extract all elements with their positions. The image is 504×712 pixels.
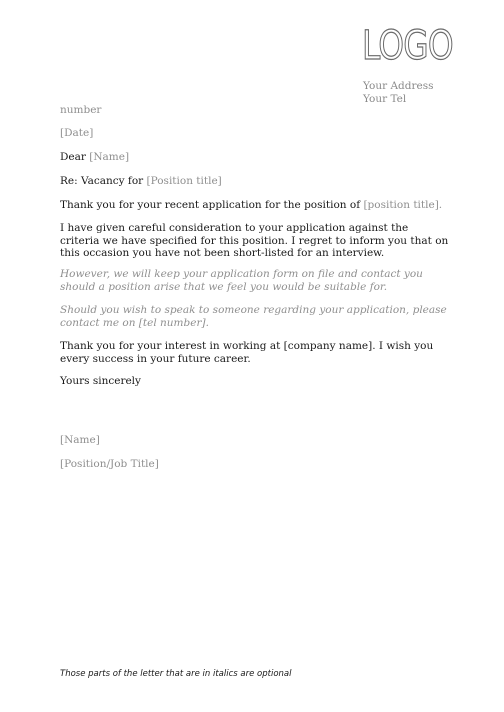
paragraph-2: I have given careful consideration to your application against the criteria we have specified for this position. I regret to inform you that on this occasion you have not been short-listed for an interview. <box>60 222 449 259</box>
paragraph-1-position: [position title]. <box>363 199 443 211</box>
signature-title: [Position/Job Title] <box>60 458 159 470</box>
paragraph-3-optional: However, we will keep your application form on file and contact you should a position arise that we feel you would be suitable for. <box>60 268 423 293</box>
paragraph-1-text: Thank you for your recent application for the position of <box>60 199 361 211</box>
reference-number: number <box>60 104 102 116</box>
paragraph-5: Thank you for your interest in working at [company name]. I wish you every success in your future career. <box>60 340 434 365</box>
logo: LOGO <box>362 23 453 69</box>
paragraph-4-optional: Should you wish to speak to someone regarding your application, please contact me on [tel number]. <box>60 304 447 329</box>
signature-name: [Name] <box>60 434 100 446</box>
footer-note: Those parts of the letter that are in italics are optional <box>60 669 292 679</box>
salutation <box>60 151 450 164</box>
subject-position: [Position title] <box>146 175 222 187</box>
subject-line <box>60 175 450 188</box>
sender-address: Your Address <box>363 80 434 92</box>
sender-tel: Your Tel <box>363 93 407 105</box>
paragraph-1 <box>60 199 450 212</box>
sender-address-block <box>363 80 434 106</box>
closing: Yours sincerely <box>60 375 141 387</box>
subject-prefix: Re: Vacancy for <box>60 175 144 187</box>
salutation-name: [Name] <box>89 151 130 163</box>
letter-date: [Date] <box>60 127 94 139</box>
salutation-text: Dear <box>60 151 86 163</box>
